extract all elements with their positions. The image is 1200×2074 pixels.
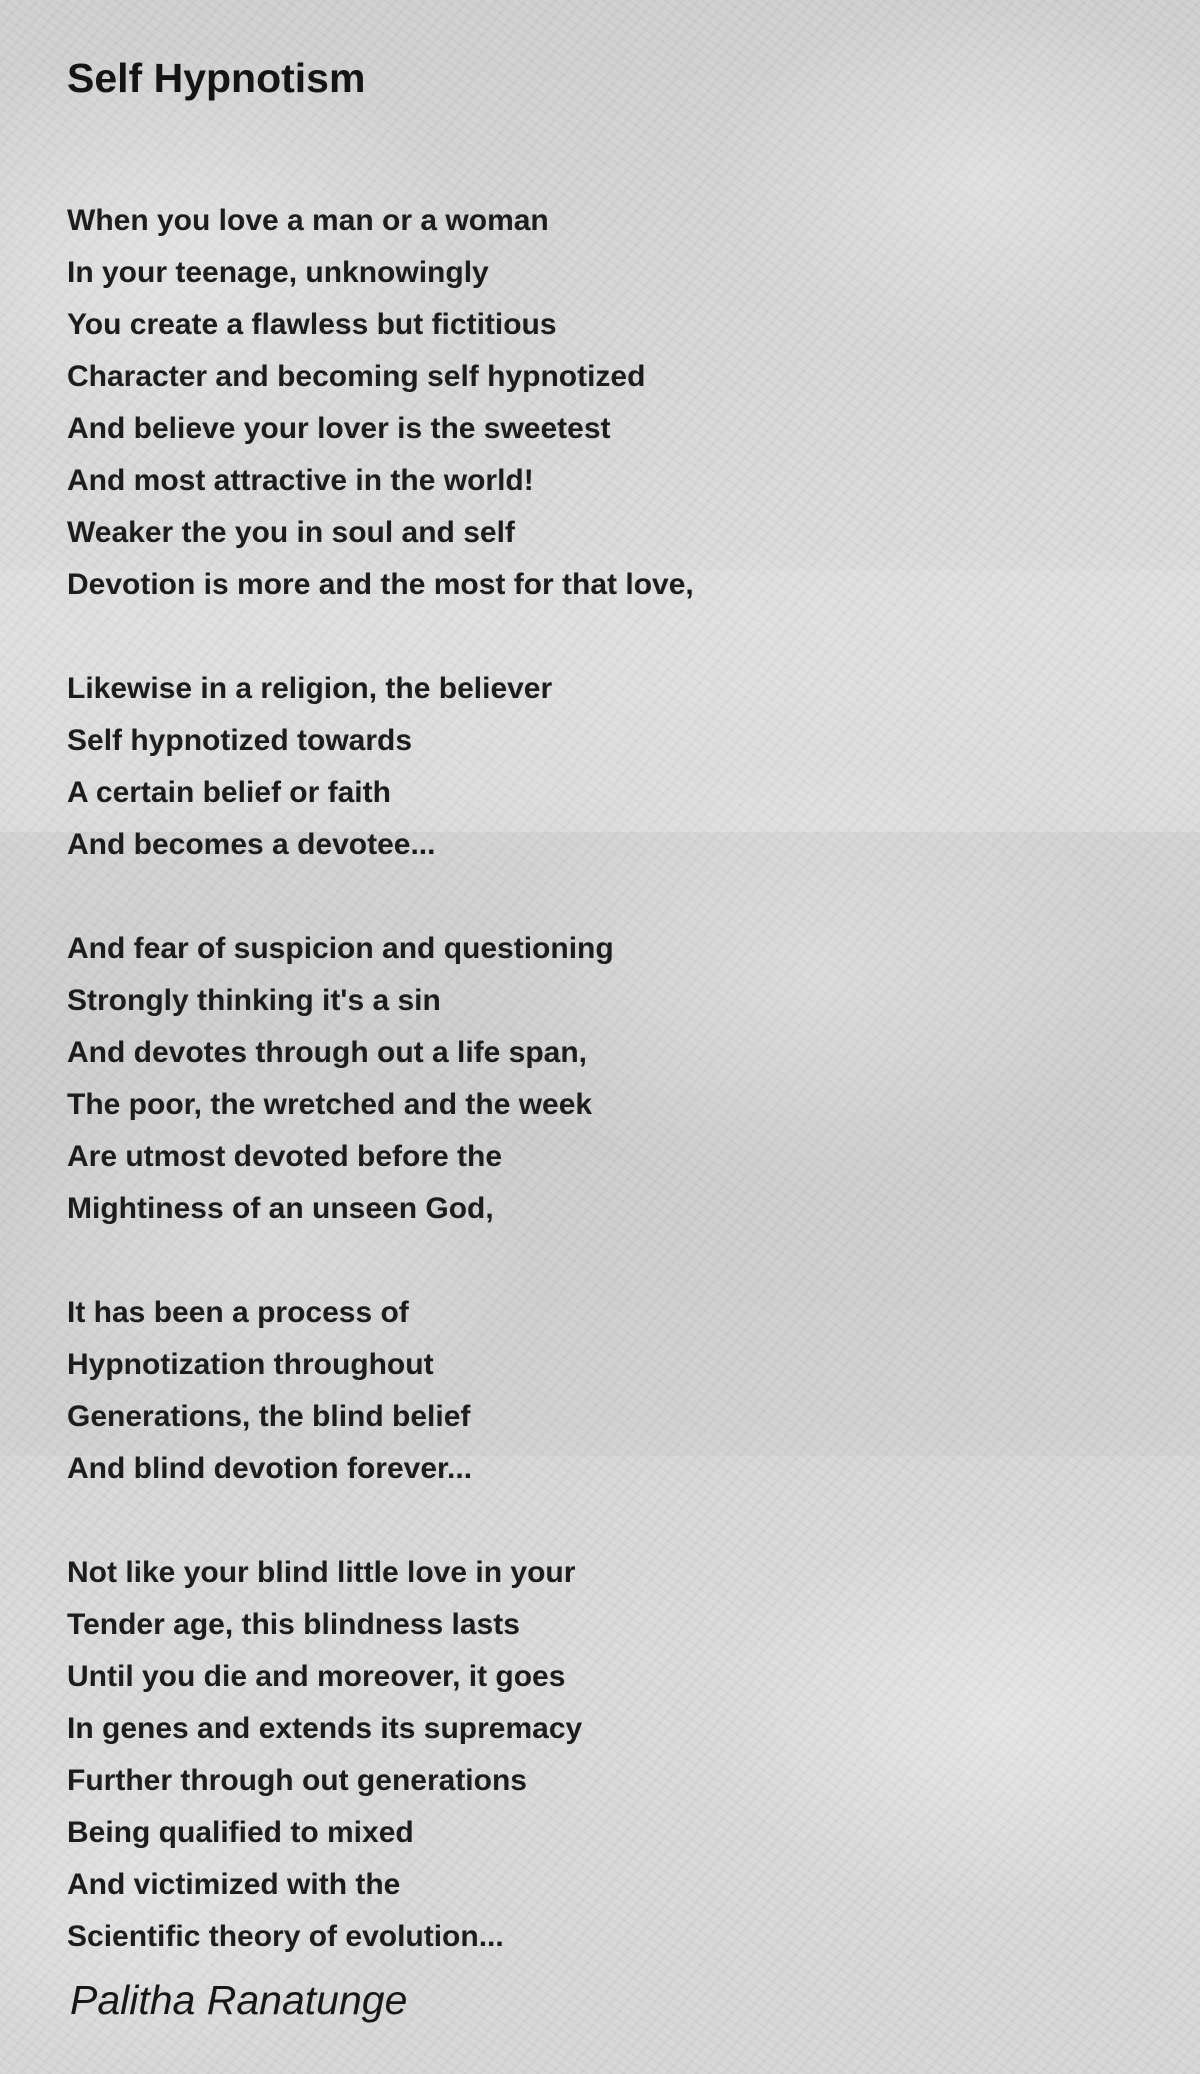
author-name: Palitha Ranatunge: [70, 1977, 408, 2023]
poem-line: Devotion is more and the most for that love,: [67, 568, 694, 601]
poem-line: It has been a process of: [67, 1296, 409, 1329]
poem-line: And becomes a devotee...: [67, 828, 436, 861]
poem-line: And devotes through out a life span,: [67, 1036, 588, 1069]
poem-line: Mightiness of an unseen God,: [67, 1192, 494, 1225]
poem-line: Scientific theory of evolution...: [67, 1920, 504, 1953]
poem-line: Weaker the you in soul and self: [67, 516, 515, 549]
poem-line: And blind devotion forever...: [67, 1452, 473, 1485]
poem-line: A certain belief or faith: [67, 776, 391, 809]
stanza-4: [67, 1287, 1127, 1495]
poem-line: Tender age, this blindness lasts: [67, 1608, 520, 1641]
stanza-5: [67, 1547, 1127, 1963]
stanza-2: [67, 663, 1127, 871]
poem-page: [67, 48, 1127, 2015]
poem-line: And believe your lover is the sweetest: [67, 412, 611, 445]
stanza-1: [67, 195, 1127, 611]
poem-line: Hypnotization throughout: [67, 1348, 434, 1381]
poem-line: And fear of suspicion and questioning: [67, 932, 614, 965]
poem-line: And victimized with the: [67, 1868, 401, 1901]
poem-line: In genes and extends its supremacy: [67, 1712, 583, 1745]
poem-title: Self Hypnotism: [67, 55, 366, 101]
stanza-3: [67, 923, 1127, 1235]
poem-line: Self hypnotized towards: [67, 724, 413, 757]
poem-line: Strongly thinking it's a sin: [67, 984, 441, 1017]
poem-line: Are utmost devoted before the: [67, 1140, 503, 1173]
poem-line: Not like your blind little love in your: [67, 1556, 576, 1589]
poem-line: Further through out generations: [67, 1764, 527, 1797]
poem-line: Generations, the blind belief: [67, 1400, 471, 1433]
poem-line: And most attractive in the world!: [67, 464, 534, 497]
poem-body: [67, 195, 1127, 1963]
poem-line: The poor, the wretched and the week: [67, 1088, 593, 1121]
poem-line: When you love a man or a woman: [67, 204, 549, 237]
poem-line: In your teenage, unknowingly: [67, 256, 489, 289]
poem-line: Being qualified to mixed: [67, 1816, 414, 1849]
poem-line: Likewise in a religion, the believer: [67, 672, 553, 705]
poem-line: You create a flawless but fictitious: [67, 308, 557, 341]
poem-line: Until you die and moreover, it goes: [67, 1660, 566, 1693]
poem-line: Character and becoming self hypnotized: [67, 360, 646, 393]
